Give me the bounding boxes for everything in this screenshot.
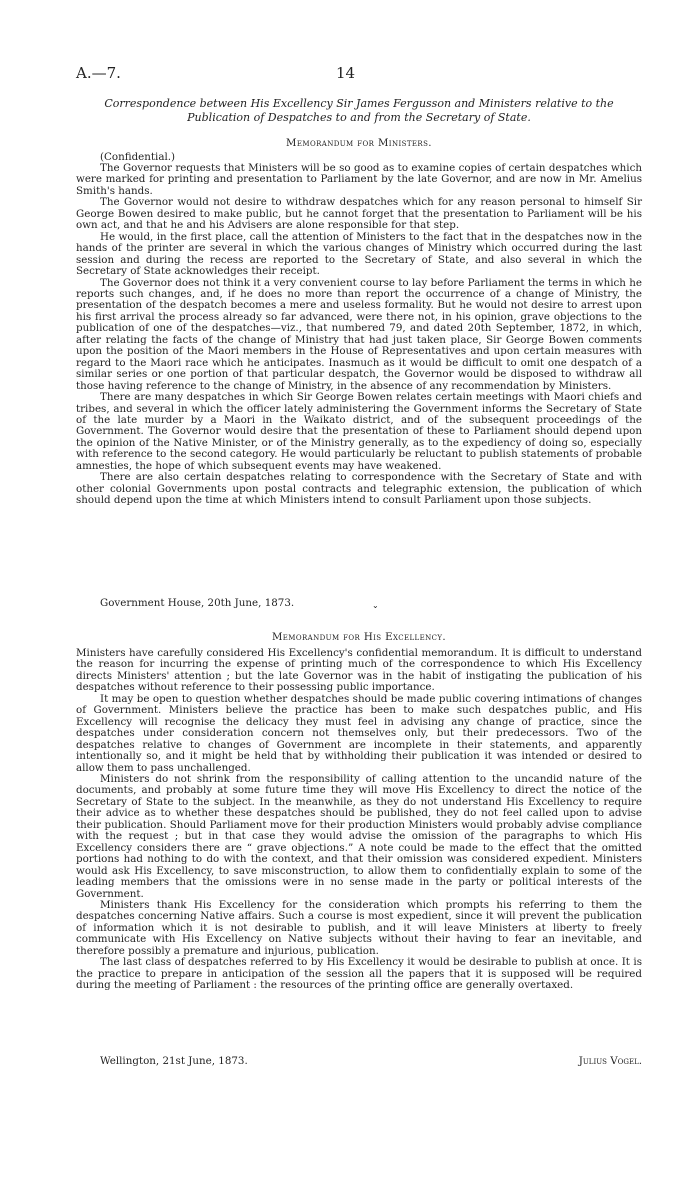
memo-heading-excellency: Memorandum for His Excellency. xyxy=(271,632,447,643)
paragraph: Ministers have carefully considered His Excellency's confidential memorandum. It is difficult to understand the reason for incurring the expense of printing much of the correspondence to which His Excellency directs Ministers' attention ; but the late Governor was in the habit of instigating the publication of his despatches without reference to their possessing public importance. xyxy=(76,647,642,694)
signoff-government-house: Government House, 20th June, 1873. xyxy=(100,597,295,609)
paragraph: Ministers do not shrink from the responsibility of calling attention to the uncandid nature of the documents, and probably at some future time they will move His Excellency to direct the notice of the Secretary of State to the subject. In the meanwhile, as they do not understand His Excellency to require their advice as to whether these despatches should be published, they do not feel called upon to advise their publication. Should Parliament move for their production Ministers would probably advise compliance with the request ; but in that case they would advise the omission of the paragraphs to which His Excellency considers there are “ grave objections.” A note could be made to the effect that the omitted portions had nothing to do with the context, and that their omission was considered expedient. Ministers would ask His Excellency, to save misconstruction, to allow them to confidentially explain to some of the leading members that the omissions were in no sense made in the party or political interests of the Government. xyxy=(76,772,642,900)
confidential-label: (Confidential.) xyxy=(100,151,176,163)
paragraph: There are also certain despatches relating to correspondence with the Secretary of State and with other colonial Governments upon postal contracts and telegraphic extension, the publication of which should depend upon the time at which Ministers intend to consult Parliament upon those subjects. xyxy=(76,471,642,507)
paragraph: There are many despatches in which Sir George Bowen relates certain meetings with Maori chiefs and tribes, and several in which the officer lately administering the Government informs the Secretary of State of the late murder by a Maori in the Waikato district, and of the subsequent proceedings of the Government. The Governor would desire that the presentation of these to Parliament should depend upon the opinion of the Native Minister, or of the Ministry generally, as to the expediency of doing so, especially with reference to the second category. He would particularly be reluctant to publish statements of probable amnesties, the hope of which subsequent events may have weakened. xyxy=(76,391,642,472)
paragraph: He would, in the first place, call the attention of Ministers to the fact that in the despatches now in the hands of the printer are several in which the various changes of Ministry which occurred during the last session and during the recess are reported to the Secretary of State, and also several in which the Secretary of State acknowledges their receipt. xyxy=(76,230,642,278)
page-number: 14 xyxy=(336,64,356,82)
paragraph: The last class of despatches referred to by His Excellency it would be desirable to publish at once. It is the practice to prepare in anticipation of the session all the papers that it is supposed will be required during the meeting of Parliament : the resources of the printing office are generally overtaxed. xyxy=(76,956,642,992)
signoff-wellington: Wellington, 21st June, 1873. xyxy=(100,1055,248,1067)
paragraph: The Governor does not think it a very convenient course to lay before Parliament the terms in which he reports such changes, and, if he does no more than report the occurrence of a change of Ministry, the presentation of the despatch becomes a mere and useless formality. But he would not desire to arrest upon his first arrival the process already so far advanced, were there not, in his opinion, grave objections to the publication of one of the despatches—viz., that numbered 79, and dated 20th September, 1872, in which, after relating the facts of the change of Ministry that had just taken place, Sir George Bowen comments upon the position of the Maori members in the House of Representatives and upon certain measures with regard to the Maori race which he anticipates. Inasmuch as it would be difficult to omit one despatch of a similar series or one portion of that particular despatch, the Governor would be disposed to withdraw all those having reference to the change of Ministry, in the absence of any recommendation by Ministers. xyxy=(76,276,642,392)
memo-body-excellency xyxy=(76,648,642,992)
paragraph: The Governor requests that Ministers will be so good as to examine copies of certain despatches which were marked for printing and presentation to Parliament by the late Governor, and are now in Mr. Amelius Smith's hands. xyxy=(76,162,642,197)
stray-mark: ⌄ xyxy=(372,601,379,610)
paragraph: The Governor would not desire to withdraw despatches which for any reason personal to himself Sir George Bowen desired to make public, but he cannot forget that the presentation to Parliament will be his own act, and that he and his Advisers are alone responsible for that step. xyxy=(76,196,642,232)
paragraph: It may be open to question whether despatches should be made public covering intimations of changes of Government. Ministers believe the practice has been to make such despatches public, and His Excellency will recognise the delicacy they must feel in advising any change of practice, since the despatches under consideration concern not themselves only, but their predecessors. Two of the despatches relative to changes of Government are incomplete in their statements, and apparently intentionally so, and it might be held that by withholding their publication it was intended or desired to allow them to pass unchallenged. xyxy=(76,692,642,774)
memo-body-ministers xyxy=(76,163,642,507)
document-title: Correspondence between His Excellency Sir James Fergusson and Ministers relative to the Publication of Despatches to and from the Secretary of State. xyxy=(104,97,614,124)
document-reference: A.—7. xyxy=(76,64,121,82)
memo-heading-ministers: Memorandum for Ministers. xyxy=(286,138,432,149)
paragraph: Ministers thank His Excellency for the consideration which prompts his referring to them the despatches concerning Native affairs. Such a course is most expedient, since it will prevent the publication of information which it is not desirable to publish, and it will leave Ministers at liberty to freely communicate with His Excellency on Native subjects without their having to fear an inevitable, and therefore possibly a premature and injurious, publication. xyxy=(76,898,642,957)
signature: Julius Vogel. xyxy=(578,1055,642,1067)
